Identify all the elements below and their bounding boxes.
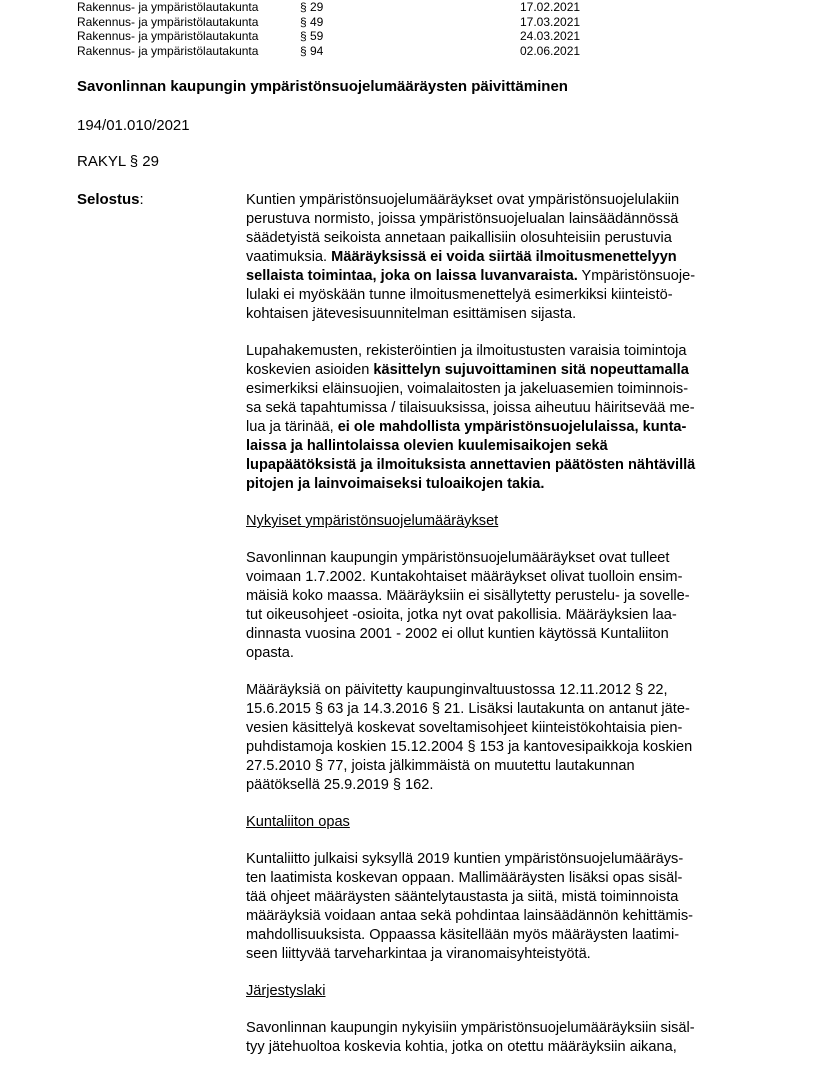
meeting-date: 17.03.2021: [520, 14, 581, 29]
subheading: Nykyiset ympäristönsuojelumääräykset: [246, 513, 499, 529]
text-line: Kuntien ympäristönsuojelumääräykset ovat ympäristönsuojelulakiin: [246, 192, 680, 208]
bold-line: laissa ja hallintolaissa olevien kuulemisaikojen sekä: [246, 438, 608, 454]
text-line: Kuntaliitto julkaisi syksyllä 2019 kuntien ympäristönsuojelumääräys-: [246, 851, 684, 867]
text-line: tyy jätehuoltoa koskevia kohtia, jotka on otettu määräyksiin aikana,: [246, 1039, 677, 1055]
text-run: Ympäristönsuoje-: [577, 268, 696, 284]
text-line: esimerkiksi eläinsuojien, voimalaitosten ja jakeluasemien toiminnois-: [246, 381, 689, 397]
meeting-row: [77, 0, 617, 15]
text-line: Lupahakemusten, rekisteröintien ja ilmoitustusten varaisia toimintoja: [246, 343, 687, 359]
text-line: Savonlinnan kaupungin ympäristönsuojelumääräykset ovat tulleet: [246, 550, 670, 566]
text-line: sa sekä tapahtumissa / tilaisuuksissa, joissa aiheutuu häiritsevää me-: [246, 400, 695, 416]
bold-run: käsittelyn sujuvoittaminen sitä nopeuttamalla: [373, 362, 689, 378]
section-number: § 49: [300, 14, 324, 29]
board-name: Rakennus- ja ympäristölautakunta: [77, 29, 259, 43]
document-reference: RAKYL § 29: [77, 153, 159, 170]
text-line: tää ohjeet määräysten sääntelytaustasta ja siitä, mistä toiminnoista: [246, 889, 679, 905]
text-line: ten laatimista koskevan oppaan. Mallimääräysten lisäksi opas sisäl-: [246, 870, 683, 886]
meeting-list: [77, 0, 617, 58]
paragraph: [246, 850, 746, 964]
meeting-row: [77, 29, 617, 44]
bold-run: Määräyksissä ei voida siirtää ilmoitusmenettelyyn: [331, 249, 677, 265]
text-line: Savonlinnan kaupungin nykyisiin ympäristönsuojelumääräyksiin sisäl-: [246, 1020, 695, 1036]
text-run: koskevien asioiden: [246, 362, 374, 378]
text-line: puhdistamoja koskien 15.12.2004 § 153 ja kantovesipaikkoja koskien: [246, 739, 693, 755]
paragraph: [246, 549, 746, 663]
text-line: mahdollisuuksista. Oppaassa käsitellään myös määräysten laatimi-: [246, 927, 680, 943]
paragraph: [246, 681, 746, 795]
text-line: kohtaisen jätevesisuunnitelman esittämisen sijasta.: [246, 306, 577, 322]
statement-body: [246, 191, 746, 1075]
subheading: Järjestyslaki: [246, 983, 326, 999]
text-line: [246, 248, 746, 267]
board-name: Rakennus- ja ympäristölautakunta: [77, 0, 259, 14]
text-line: [246, 267, 746, 286]
text-line: säädetyistä seikoista annetaan paikallisiin olosuhteisiin perustuvia: [246, 230, 672, 246]
meeting-date: 02.06.2021: [520, 43, 581, 58]
text-line: perustuva normisto, joissa ympäristönsuojelualan lainsäädännössä: [246, 211, 679, 227]
bold-line: pitojen ja lainvoimaiseksi tuloaikojen takia.: [246, 476, 545, 492]
text-run: lua ja tärinää,: [246, 419, 338, 435]
text-line: seen liittyvää tarveharkintaa ja viranomaisyhteistyötä.: [246, 946, 591, 962]
document-title: Savonlinnan kaupungin ympäristönsuojelumääräysten päivittäminen: [77, 78, 568, 95]
bold-line: lupapäätöksistä ja ilmoituksista annettavien päätösten nähtävillä: [246, 457, 696, 473]
bold-run: ei ole mahdollista ympäristönsuojelulaissa, kunta-: [337, 419, 687, 435]
section-number: § 94: [300, 43, 324, 58]
text-line: voimaan 1.7.2002. Kuntakohtaiset määräykset olivat tuolloin ensim-: [246, 569, 683, 585]
text-run: vaatimuksia.: [246, 249, 332, 265]
text-line: vesien käsittelyä koskevat soveltamisohjeet kiinteistökohtaisia pien-: [246, 720, 683, 736]
paragraph: [246, 1019, 746, 1057]
section-number: § 59: [300, 29, 324, 43]
text-line: dinnasta vuosina 2001 - 2002 ei ollut kuntien käytössä Kuntaliiton: [246, 626, 669, 642]
text-line: määräyksiä voidaan antaa sekä pohdintaa lainsäädännön kehittämis-: [246, 908, 694, 924]
bold-run: sellaista toimintaa, joka on laissa luvanvaraista.: [246, 268, 578, 284]
section-label-colon: :: [139, 191, 144, 208]
section-number: § 29: [300, 0, 324, 14]
paragraph: [246, 342, 746, 494]
text-line: mäisiä koko maassa. Määräyksiin ei sisällytetty perustelu- ja sovelle-: [246, 588, 690, 604]
board-name: Rakennus- ja ympäristölautakunta: [77, 43, 259, 58]
text-line: lulaki ei myöskään tunne ilmoitusmenettelyä esimerkiksi kiinteistö-: [246, 287, 673, 303]
meeting-row: [77, 44, 617, 59]
text-line: Määräyksiä on päivitetty kaupunginvaltuustossa 12.11.2012 § 22,: [246, 682, 668, 698]
meeting-date: 24.03.2021: [520, 29, 581, 43]
text-line: [246, 418, 746, 437]
board-name: Rakennus- ja ympäristölautakunta: [77, 14, 259, 29]
document-number: 194/01.010/2021: [77, 117, 190, 134]
text-line: 15.6.2015 § 63 ja 14.3.2016 § 21. Lisäksi lautakunta on antanut jäte-: [246, 701, 690, 717]
text-line: tut oikeusohjeet -osioita, jotka nyt ovat pakollisia. Määräyksien laa-: [246, 607, 677, 623]
paragraph: [246, 191, 746, 324]
text-line: [246, 361, 746, 380]
text-line: päätöksellä 25.9.2019 § 162.: [246, 777, 434, 793]
meeting-row: [77, 15, 617, 30]
section-label-text: Selostus: [77, 191, 140, 208]
section-label: [77, 191, 144, 208]
text-line: opasta.: [246, 645, 294, 661]
text-line: 27.5.2010 § 77, joista jälkimmäistä on muutettu lautakunnan: [246, 758, 635, 774]
meeting-date: 17.02.2021: [520, 0, 581, 14]
subheading: Kuntaliiton opas: [246, 814, 350, 830]
